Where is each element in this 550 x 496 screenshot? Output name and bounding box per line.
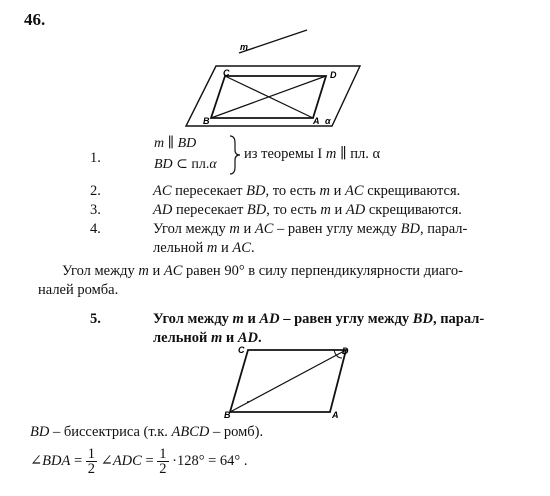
figure-rhombus-bisector [218, 342, 358, 422]
step1-number: 1. [90, 150, 101, 166]
step1-conclusion: из теоремы I m ∥ пл. α [244, 146, 381, 162]
bisector-text: BD – биссектриса (т.к. ABCD – ромб). [30, 424, 264, 440]
line-m [239, 30, 307, 53]
label-a2: A [332, 410, 339, 420]
figure-parallelogram-plane [180, 20, 370, 132]
problem-number: 46. [24, 10, 46, 29]
label-d: D [330, 70, 337, 80]
label-d2: D [342, 346, 349, 356]
brace-icon [228, 134, 242, 176]
diagonal-db [211, 76, 326, 118]
fraction-half-2: $\frac{1}{2}$ [159, 446, 167, 478]
fraction-half-1: $\frac{1}{2}$ [87, 446, 96, 478]
step4-line1: Угол между m и AC – равен углу между BD, парал- [153, 221, 468, 237]
label-c: C [223, 68, 230, 78]
angle-formula: ∠BDA = $\frac{1}{2}$ ∠ADC = $\frac{1}{2}$ ·128° = 64° . [30, 446, 248, 478]
label-m: m [240, 42, 249, 52]
label-a: A [313, 116, 320, 126]
step2-number: 2. [90, 183, 101, 199]
label-alpha: α [325, 116, 331, 126]
step4-number: 4. [90, 221, 101, 237]
step2-text: AC пересекает BD, то есть m и AC скрещиваются. [153, 183, 461, 199]
step1-line2: BD ⊂ пл.α [154, 157, 217, 172]
step3-number: 3. [90, 202, 101, 218]
step1-line1: m ∥ BD [154, 136, 197, 151]
step5-line1: Угол между m и AD – равен углу между BD, парал- [153, 311, 485, 327]
step3-text: AD пересекает BD, то есть m и AD скрещиваются. [153, 202, 462, 218]
paragraph-line1: Угол между m и AC равен 90° в силу перпендикулярности диаго- [62, 263, 463, 279]
step5-number: 5. [90, 311, 101, 327]
step4-line2: лельной m и AC. [153, 240, 255, 256]
label-c2: C [238, 345, 245, 355]
angle-mark-b [247, 401, 249, 403]
label-b2: B [224, 410, 231, 420]
paragraph-line2: налей ромба. [38, 282, 119, 298]
label-b: B [203, 116, 210, 126]
step5-line2: лельной m и AD. [153, 330, 262, 346]
